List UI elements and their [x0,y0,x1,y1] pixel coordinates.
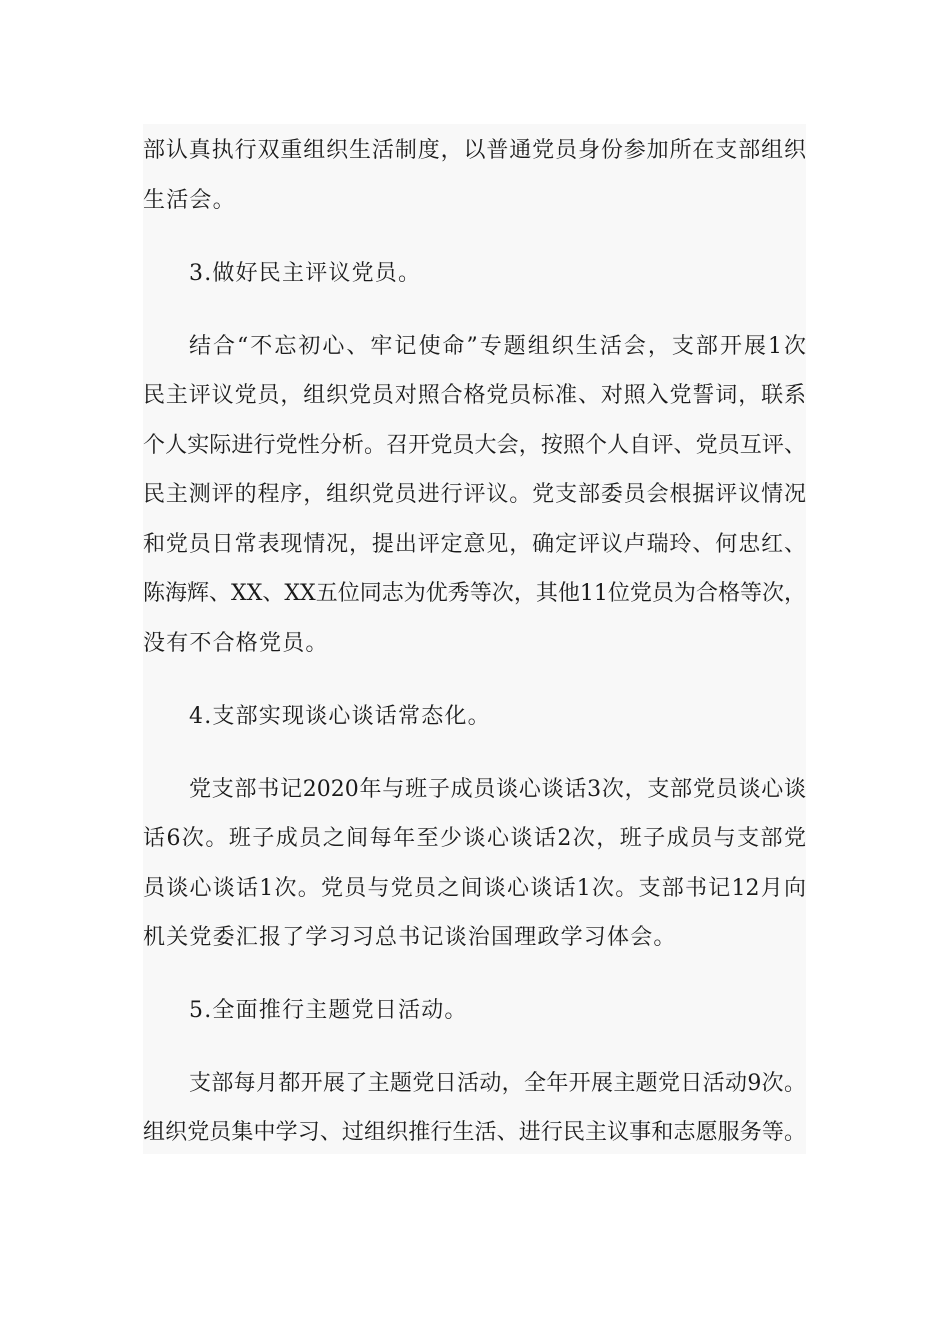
text-line: 结合“不忘初心、牢记使命”专题组织生活会，支部开展1次 [189,334,806,359]
text-line: 民主评议党员，组织党员对照合格党员标准、对照入党誓词，联系 [143,383,806,408]
text-line: 个人实际进行党性分析。召开党员大会，按照个人自评、党员互评、 [143,433,806,458]
text-line: 没有不合格党员。 [143,631,329,656]
document-page [143,124,806,1154]
text-line: 组织党员集中学习、过组织推行生活、进行民主议事和志愿服务等。 [143,1120,806,1145]
text-line: 支部每月都开展了主题党日活动，全年开展主题党日活动9次。 [189,1071,806,1096]
text-line: 民主测评的程序，组织党员进行评议。党支部委员会根据评议情况 [143,482,806,507]
text-line: 部认真执行双重组织生活制度，以普通党员身份参加所在支部组织 [143,138,806,163]
text-line: 生活会。 [143,188,236,213]
section-heading: 5.全面推行主题党日活动。 [189,998,468,1023]
text-line: 机关党委汇报了学习习总书记谈治国理政学习体会。 [143,925,677,950]
text-line: 党支部书记2020年与班子成员谈心谈话3次，支部党员谈心谈 [189,777,806,802]
section-heading: 4.支部实现谈心谈话常态化。 [189,704,491,729]
text-line: 和党员日常表现情况，提出评定意见，确定评议卢瑞玲、何忠红、 [143,532,806,557]
text-line: 话6次。班子成员之间每年至少谈心谈话2次，班子成员与支部党 [143,826,806,851]
section-heading: 3.做好民主评议党员。 [189,261,422,286]
text-line: 陈海辉、XX、XX五位同志为优秀等次，其他11位党员为合格等次， [143,581,806,606]
text-line: 员谈心谈话1次。党员与党员之间谈心谈话1次。支部书记12月向 [143,876,806,901]
